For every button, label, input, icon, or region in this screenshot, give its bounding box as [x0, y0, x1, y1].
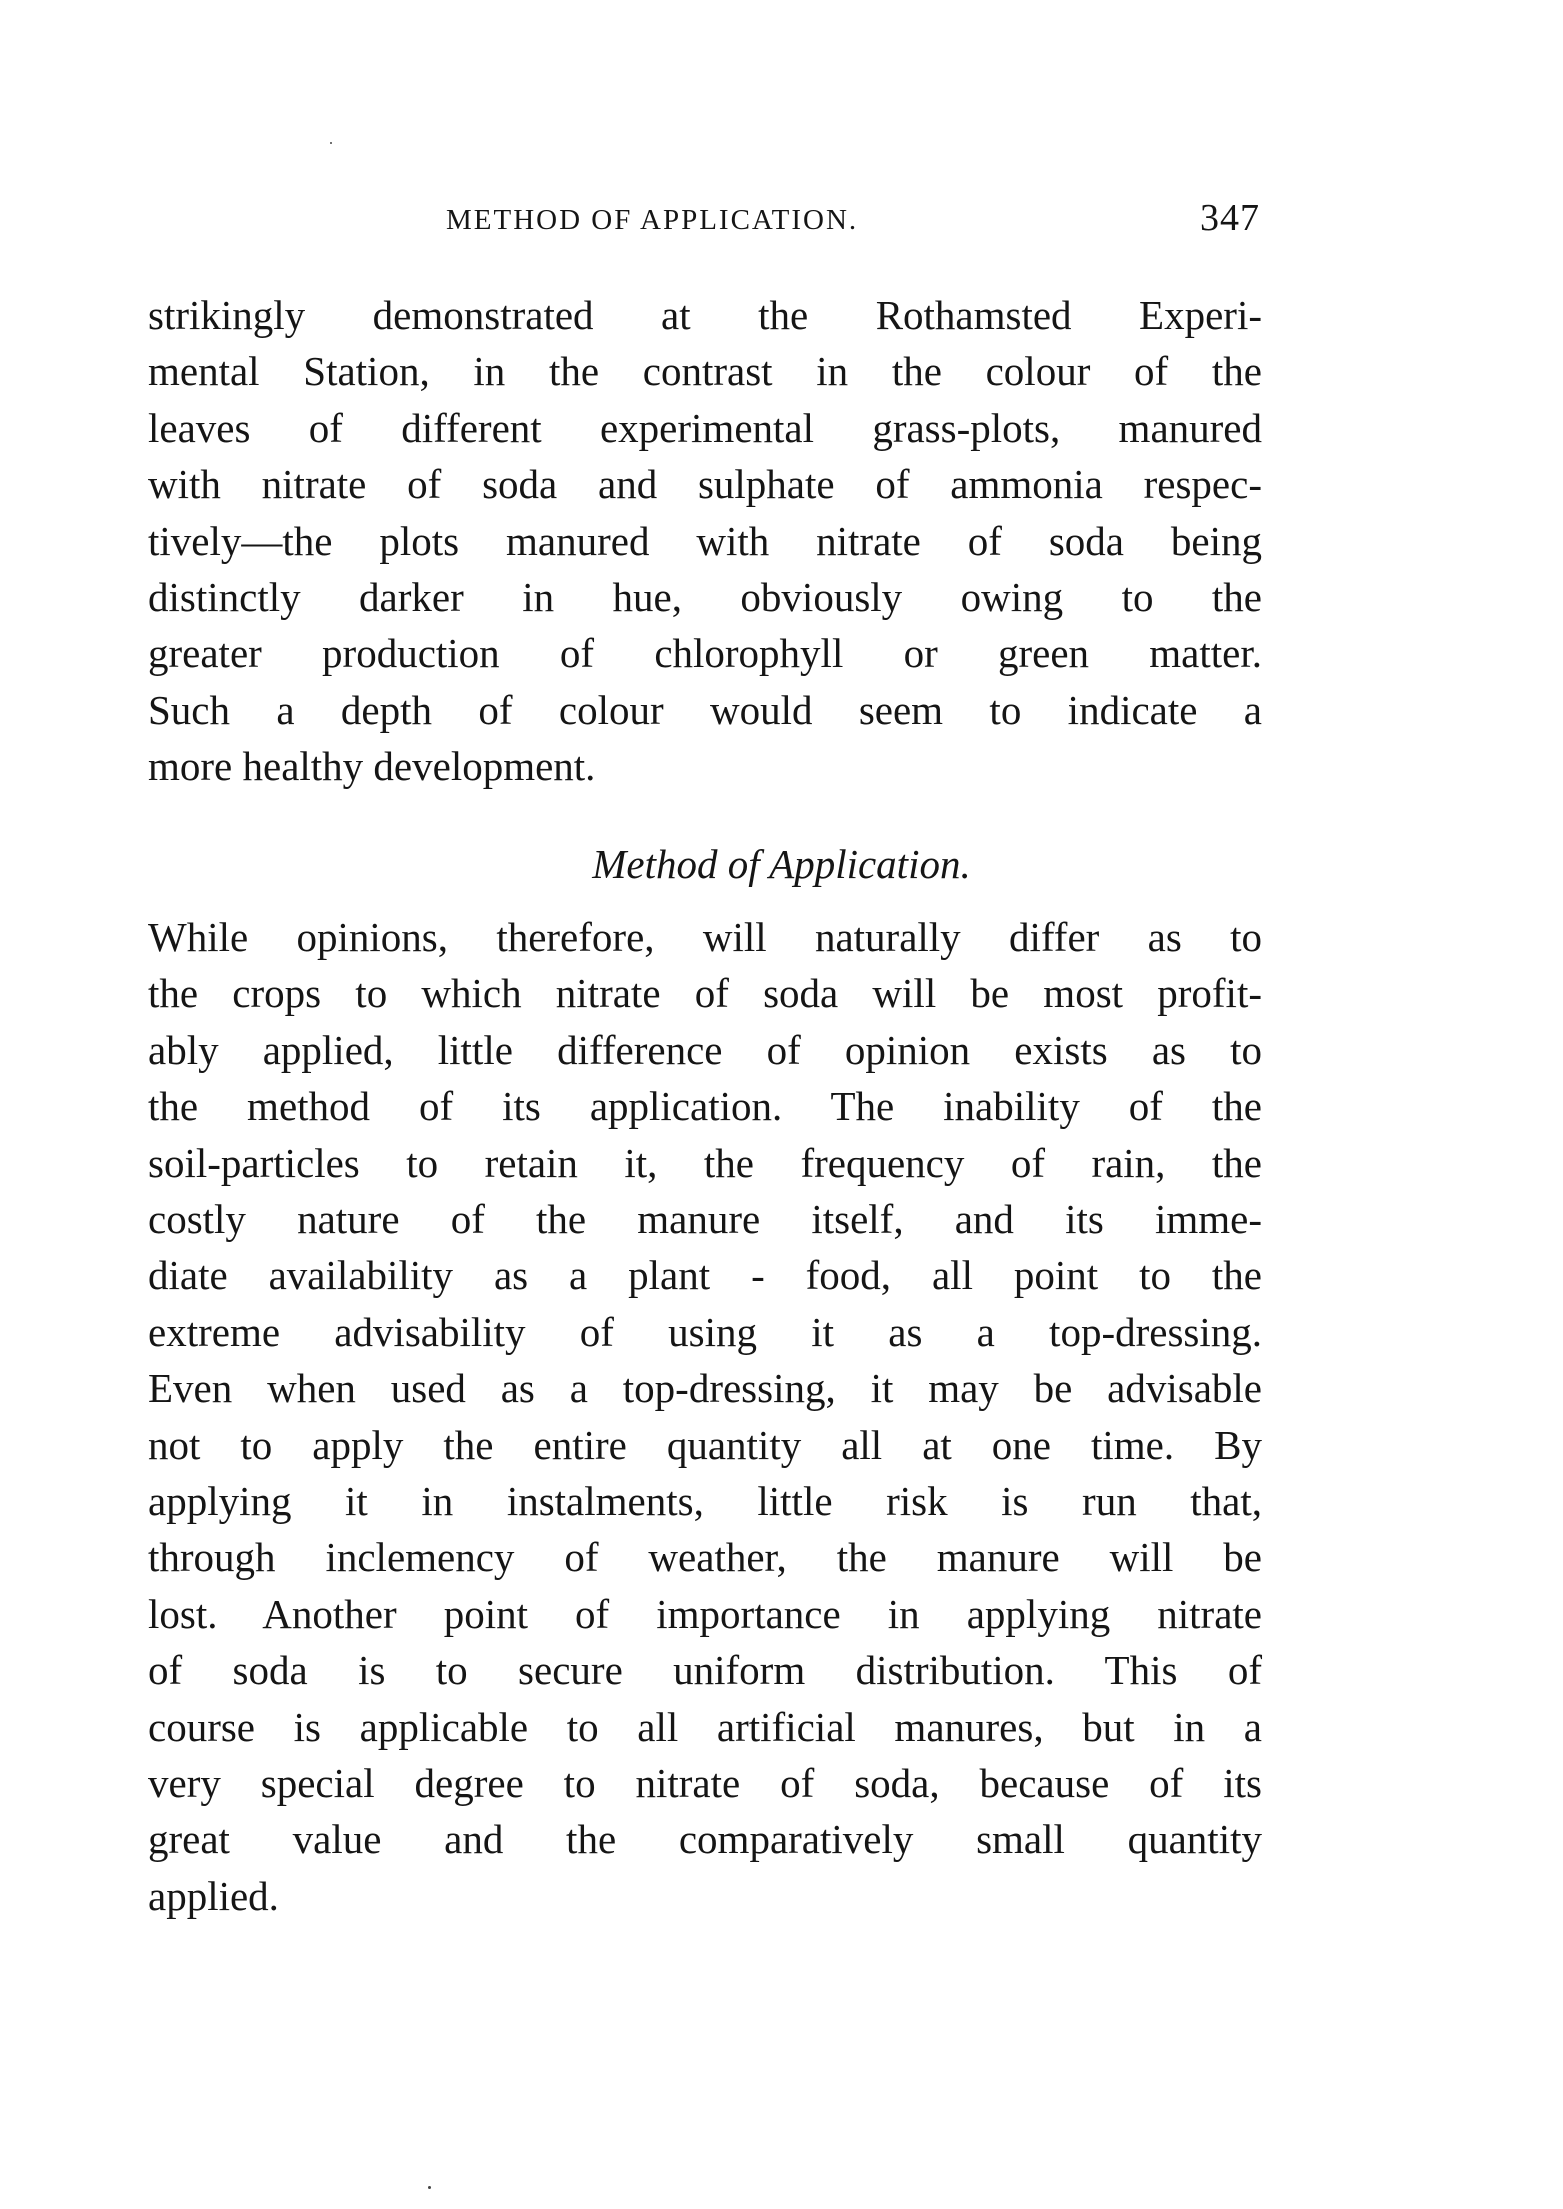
running-header: METHOD OF APPLICATION.: [446, 204, 859, 236]
text-line: [148, 682, 1262, 738]
text-line: [148, 1586, 1262, 1642]
text-line-content: Such a depth of colour would seem to indicate a: [148, 686, 1262, 733]
text-line: [148, 1868, 1262, 1924]
text-line: [148, 400, 1262, 456]
text-line-content: very special degree to nitrate of soda, because of its: [148, 1760, 1262, 1806]
text-line: [148, 513, 1262, 569]
page-number: 347: [1200, 197, 1260, 239]
text-line-content: more healthy development.: [148, 743, 596, 790]
text-line-content: course is applicable to all artificial manures, but in a: [148, 1703, 1262, 1750]
text-line: [148, 569, 1262, 625]
text-line-content: of soda is to secure uniform distribution. This of: [148, 1647, 1262, 1694]
text-line-content: through inclemency of weather, the manure will be: [148, 1534, 1262, 1581]
text-line: [148, 1247, 1262, 1303]
text-line: [148, 738, 1262, 794]
text-line: [148, 1191, 1262, 1247]
text-line-content: greater production of chlorophyll or green matter.: [148, 630, 1262, 677]
text-line-content: applying it in instalments, little risk is run that,: [148, 1478, 1262, 1524]
text-line: [148, 625, 1262, 681]
text-line-content: soil-particles to retain it, the frequency of rain, the: [148, 1139, 1262, 1186]
text-line: [148, 1811, 1262, 1867]
text-line-content: applied.: [148, 1872, 279, 1919]
text-line-content: not to apply the entire quantity all at one time. By: [148, 1421, 1262, 1468]
text-line: [148, 1417, 1262, 1473]
text-line-content: the method of its application. The inability of the: [148, 1083, 1262, 1130]
text-line-content: strikingly demonstrated at the Rothamsted Experi-: [148, 292, 1262, 338]
text-line: [148, 1360, 1262, 1416]
text-line: [148, 1755, 1262, 1811]
scan-speck: [428, 2186, 431, 2189]
text-line-content: diate availability as a plant - food, all point to the: [148, 1252, 1262, 1299]
text-line-content: leaves of different experimental grass-plots, manured: [148, 404, 1262, 451]
text-line: [148, 287, 1262, 343]
section-heading: Method of Application.: [592, 841, 971, 887]
text-line-content: the crops to which nitrate of soda will be most profit-: [148, 970, 1262, 1017]
text-line-content: lost. Another point of importance in applying nitrate: [148, 1590, 1262, 1637]
text-line: [148, 1699, 1262, 1755]
text-line-content: ably applied, little difference of opinion exists as to: [148, 1026, 1262, 1073]
text-line: [148, 1078, 1262, 1134]
text-line: [148, 1529, 1262, 1585]
text-line: [148, 1135, 1262, 1191]
text-line: [148, 343, 1262, 399]
text-line: [148, 1304, 1262, 1360]
text-line-content: costly nature of the manure itself, and its imme-: [148, 1196, 1262, 1242]
text-line-content: mental Station, in the contrast in the colour of the: [148, 348, 1262, 395]
text-line-content: tively—the plots manured with nitrate of soda being: [148, 517, 1262, 564]
text-line-content: great value and the comparatively small quantity: [148, 1816, 1262, 1863]
text-line: [148, 1642, 1262, 1698]
text-line-content: Even when used as a top-dressing, it may be advisable: [148, 1365, 1262, 1412]
text-line: [148, 456, 1262, 512]
text-line-content: extreme advisability of using it as a top-dressing.: [148, 1308, 1262, 1355]
text-line: [148, 965, 1262, 1021]
text-line-content: with nitrate of soda and sulphate of ammonia respec-: [148, 461, 1262, 508]
text-line: [148, 1473, 1262, 1529]
text-line: [148, 909, 1262, 965]
text-line-content: distinctly darker in hue, obviously owing to the: [148, 574, 1262, 620]
text-line: [148, 1022, 1262, 1078]
scan-speck: [330, 142, 332, 144]
text-line-content: While opinions, therefore, will naturally differ as to: [148, 914, 1262, 960]
